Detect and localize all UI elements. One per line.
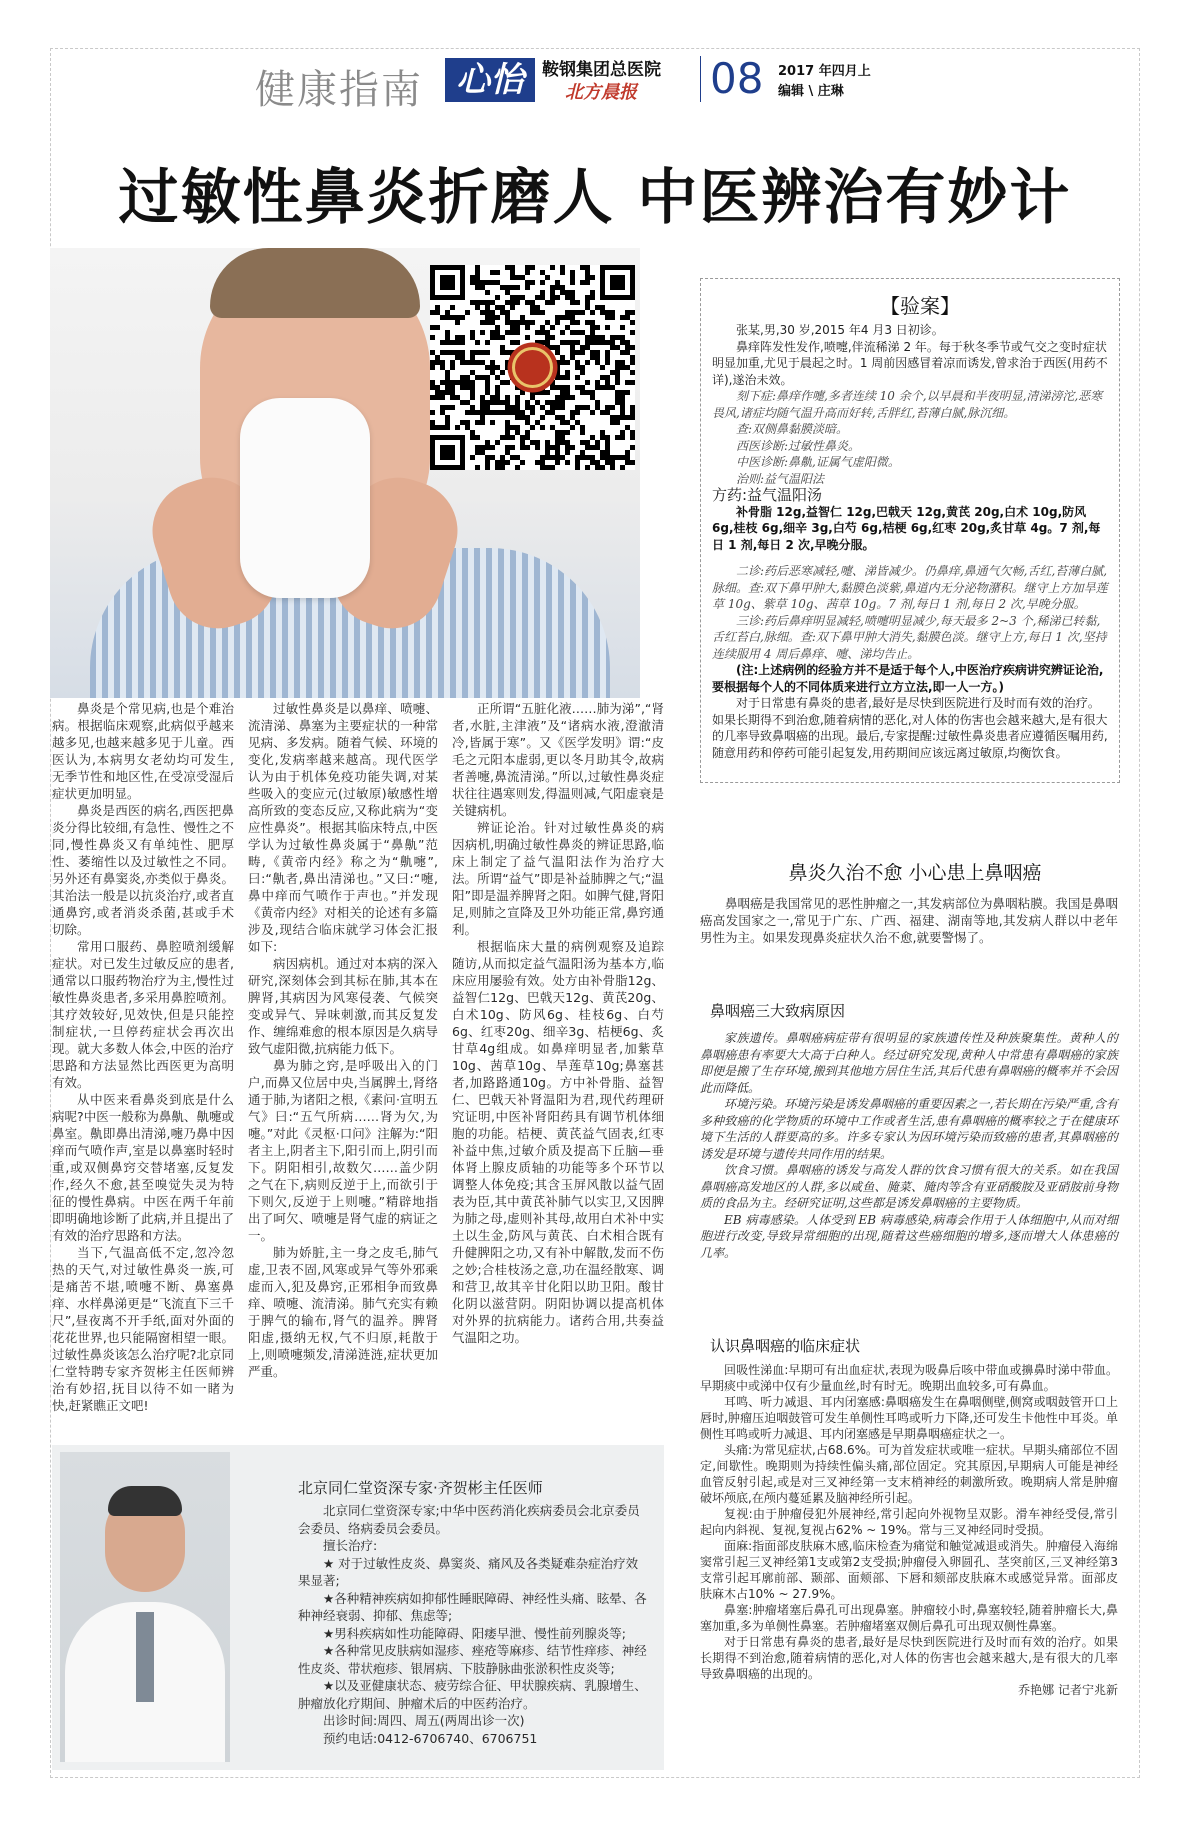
editor-credit: 编辑 \ 庄琳 [778, 84, 844, 99]
byline: 乔艳娜 记者宁兆新 [1018, 1683, 1118, 1697]
followup-paragraph: 三诊:药后鼻痒明显减轻,喷嚏明显减少,每天最多 2~3 个,稀涕已转黏,舌红苔白,脉细。查:双下鼻甲肿大消失,黏膜色淡。继守上方,每日 1 次,坚持连续服用 4 周后鼻痒、嚏、涕均告止。 [712, 613, 1107, 661]
article-column-2 [248, 700, 438, 1380]
cause-paragraph: 饮食习惯。鼻咽癌的诱发与高发人群的饮食习惯有很大的关系。如在我国鼻咽癌高发地区的人群,多以咸鱼、腌菜、腌肉等含有亚硝酸胺及亚硝胺前身物质的食品为主。经研究证明,这些都是诱发鼻咽癌的主要物质。 [700, 1163, 1118, 1210]
article-paragraph: 从中医来看鼻炎到底是什么病呢?中医一般称为鼻鼽、鼽嚏或鼻室。鼽即鼻出清涕,嚏乃鼻中因痒而气喷作声,室是以鼻塞时轻时重,或双侧鼻窍交替堵塞,反复发作,经久不愈,甚至嗅觉失灵为特征的慢性鼻病。中医在两千年前即明确地诊断了此病,并且提出了有效的治疗思路和方法。 [52, 1092, 234, 1243]
cause-paragraph: EB 病毒感染。人体受到 EB 病毒感染,病毒会作用于人体细胞中,从而对细胞进行改变,导致异常细胞的出现,随着这些癌细胞的增多,逐而增大人体患癌的几率。 [700, 1212, 1118, 1260]
cause-paragraph: 家族遗传。鼻咽癌病症带有很明显的家族遗传性及种族聚集性。黄种人的鼻咽癌患有率要大大高于白种人。经过研究发现,黄种人中常患有鼻咽癌的家族即便是搬了生存环境,搬到其他地方居住生活,其后代患有鼻咽癌的概率并不会因此而降低。 [700, 1031, 1118, 1095]
article-column-3 [452, 700, 664, 1346]
clinic-hours: 出诊时间:周四、周五(两周出诊一次) [323, 1713, 525, 1728]
causes-heading: 鼻咽癌三大致病原因 [710, 1002, 846, 1020]
symptoms-list [700, 1362, 1118, 1698]
case-note: (注:上述病例的经验方并不是适于每个人,中医治疗疾病讲究辨证论治,要根据每个人的不同体质来进行立方立法,即一人一方。) [712, 663, 1104, 694]
case-paragraph: 西医诊断:过敏性鼻炎。 [736, 438, 861, 453]
appointment-phone: 预约电话:0412-6706740、6706751 [323, 1730, 538, 1746]
cause-paragraph: 环境污染。环境污染是诱发鼻咽癌的重要因素之一,若长期在污染严重,含有多种致癌的化学物质的环境中工作或者生活,患有鼻咽癌的概率较之于在健康环境下生活的人群要高的多。许多专家认为因环境污染而致癌的患者,其鼻咽癌的诱发是环境与遗传共同作用的结果。 [700, 1097, 1118, 1161]
specialty-item: ★各种精神疾病如抑郁性睡眠障碍、神经性头痛、眩晕、各种神经衰弱、抑郁、焦虑等; [298, 1590, 647, 1623]
doctor-bio [298, 1502, 648, 1747]
article-paragraph: 辨证论治。针对过敏性鼻炎的病因病机,明确过敏性鼻炎的辨证思路,临床上制定了益气温阳法作为治疗大法。所谓“益气”即是补益肺脾之气;“温阳”即是温养脾肾之阳。如脾气健,肾阳足,则肺之宣降及卫外功能正常,鼻窍通利。 [452, 820, 664, 937]
symptom-paragraph: 回吸性涕血:早期可有出血症状,表现为吸鼻后咳中带血或擤鼻时涕中带血。早期痰中或涕中仅有少量血丝,时有时无。晚期出血较多,可有鼻血。 [700, 1363, 1118, 1393]
header-divider [700, 56, 701, 102]
specialty-item: ★各种常见皮肤病如湿疹、痤疮等麻疹、结节性痒疹、神经性皮炎、带状疱疹、银屑病、下肢静脉曲张淤积性皮炎等; [298, 1643, 647, 1676]
qr-code[interactable] [430, 265, 635, 470]
article-paragraph: 病因病机。通过对本病的深入研究,深刻体会到其标在肺,其本在脾肾,其病因为风寒侵袭、气候突变或异气、异味刺激,而其反复发作、缠绵难愈的根本原因是久病导致气虚阳微,抗病能力低下。 [248, 956, 438, 1056]
npc-intro-paragraph: 鼻咽癌是我国常见的恶性肿瘤之一,其发病部位为鼻咽粘膜。我国是鼻咽癌高发国家之一,常见于广东、广西、福建、湖南等地,其发病人群以中老年男性为主。如果发现鼻炎症状久治不愈,就要警惕了。 [700, 896, 1118, 945]
closing-paragraph: 对于日常患有鼻炎的患者,最好是尽快到医院进行及时而有效的治疗。如果长期得不到治愈,随着病情的恶化,对人体的伤害也会越来越大,是有很大的几率导致鼻咽癌的出现的。 [700, 1635, 1118, 1681]
article-paragraph: 正所谓“五脏化液……肺为涕”,“肾者,水脏,主津液”及“诸病水液,澄澈清冷,皆属于寒”。又《医学发明》谓:“皮毛之元阳本虚弱,更以冬月助其令,故病者善嚏,鼻流清涕。”所以,过敏性鼻炎症状往往遇寒则发,得温则减,气阳虚衰是关键病机。 [452, 701, 664, 818]
specialty-item: ★ 对于过敏性皮炎、鼻窦炎、痛风及各类疑难杂症治疗效果显著; [298, 1555, 639, 1588]
case-paragraph: 查:双侧鼻黏膜淡暗。 [736, 422, 849, 436]
article-paragraph: 肺为娇脏,主一身之皮毛,肺气虚,卫表不固,风寒或异气等外邪乘虚而入,犯及鼻窍,正邪相争而致鼻痒、喷嚏、流清涕。肺气充实有赖于脾气的输布,肾气的温养。脾肾阳虚,摄纳无权,气不归原,耗散于上,则喷嚏频发,清涕涟涟,症状更加严重。 [248, 1245, 438, 1379]
page-number: 08 [710, 54, 764, 103]
symptom-paragraph: 面麻:指面部皮肤麻木感,临床检查为痛觉和触觉减退或消失。肿瘤侵入海绵窦常引起三叉神经第1支或第2支受损;肿瘤侵入卵圆孔、茎突前区,三叉神经第3支常引起耳廓前部、颞部、面颊部、下唇和颏部皮肤麻木或感觉异常。面部皮肤麻木占10% ~ 27.9%。 [700, 1539, 1118, 1601]
article-paragraph: 当下,气温高低不定,忽冷忽热的天气,对过敏性鼻炎一族,可是痛苦不堪,喷嚏不断、鼻塞鼻痒、水样鼻涕更是“飞流直下三千尺”,昼夜离不开手纸,面对外面的花花世界,也只能隔窗相望一眼。过敏性鼻炎该怎么治疗呢?北京同仁堂特聘专家齐贺彬主任医师辨治有妙招,抚目以待不如一睹为快,赶紧瞧正文吧! [52, 1245, 234, 1413]
qr-code-icon [430, 265, 635, 470]
doctor-title: 北京同仁堂资深专家·齐贺彬主任医师 [298, 1479, 543, 1497]
case-paragraph: 中医诊断:鼻鼽,证属气虚阳微。 [736, 455, 900, 469]
headline: 过敏性鼻炎折磨人 中医辨治有妙计 [118, 163, 1072, 233]
article-column-1 [52, 700, 234, 1414]
symptom-paragraph: 头痛:为常见症状,占68.6%。可为首发症状或唯一症状。早期头痛部位不固定,间歇性。晚期则为持续性偏头痛,部位固定。究其原因,早期病人可能是神经血管反射引起,或是对三叉神经第一支末梢神经的刺激所致。晚期病人常是肿瘤破坏颅底,在颅内蔓延累及脑神经所引起。 [700, 1443, 1118, 1505]
prescription-title: 方药:益气温阳汤 [712, 486, 823, 504]
case-advice: 对于日常患有鼻炎的患者,最好是尽快到医院进行及时而有效的治疗。如果长期得不到治愈,随着病情的恶化,对人体的伤害也会越来越大,是有很大的几率导致鼻咽癌的出现。最后,专家提醒:过敏性鼻炎患者应遵循医嘱用药,随意用药和停药可能引起复发,用药期间应该远离过敏原,均衡饮食。 [712, 696, 1108, 760]
case-title: 【验案】 [880, 294, 960, 318]
followup-paragraph: 二诊:药后恶寒减轻,嚏、涕皆减少。仍鼻痒,鼻通气欠畅,舌红,苔薄白腻,脉细。查:双下鼻甲肿大,黏膜色淡紫,鼻道内无分泌物潴积。继守上方加旱莲草 10g、紫草 10g、茜草 10g。7 剂,每日 1 剂,每日 2 次,早晚分服。 [712, 564, 1108, 611]
specialty-label: 擅长治疗: [323, 1538, 378, 1553]
section-title: 健康指南 [255, 67, 423, 113]
case-paragraph: 鼻痒阵发性发作,喷嚏,伴流稀涕 2 年。每于秋冬季节或气交之变时症状明显加重,尤见于晨起之时。1 周前因感冒着凉而诱发,曾求治于西医(用药不详),遂治未效。 [712, 339, 1108, 387]
npc-article-title: 鼻炎久治不愈 小心患上鼻咽癌 [788, 862, 1042, 884]
doctor-portrait [60, 1452, 230, 1762]
specialty-item: ★男科疾病如性功能障碍、阳痿早泄、慢性前列腺炎等; [323, 1625, 626, 1641]
brand-logo: 心怡 [445, 58, 535, 102]
symptoms-heading: 认识鼻咽癌的临床症状 [710, 1337, 861, 1355]
case-body [712, 322, 1110, 761]
article-paragraph: 鼻为肺之窍,是呼吸出入的门户,而鼻又位居中央,当属脾土,肾络通于肺,为诸阳之根,《素问·宣明五气》曰:“五气所病……肾为欠,为嚏。”对此《灵枢·口问》注解为:“阳者主上,阴者主下,阳引而上,阴引而下。阴阳相引,故数欠……盖少阴之气在下,病则反逆于上,而欲引于下则欠,反逆于上则嚏。”精辟地指出了呵欠、喷嚏是肾气虚的病证之一。 [248, 1058, 438, 1243]
paper-name: 北方晨报 [565, 82, 637, 103]
prescription: 补骨脂 12g,益智仁 12g,巴戟天 12g,黄芪 20g,白术 10g,防风 6g,桂枝 6g,细辛 3g,白芍 6g,桔梗 6g,红枣 20g,炙甘草 4g。7 剂,每日 1 剂,每日 2 次,早晚分服。 [712, 504, 1101, 552]
case-paragraph: 张某,男,30 岁,2015 年4 月3 日初诊。 [736, 323, 944, 337]
article-paragraph: 常用口服药、鼻腔喷剂缓解症状。对已发生过敏反应的患者,通常以口服药物治疗为主,慢性过敏性鼻炎患者,多采用鼻腔喷剂。其疗效较好,见效快,但是只能控制症状,一旦停药症状会再次出现。就大多数人体会,中医的治疗思路和方法显然比西医更为高明有效。 [52, 939, 234, 1090]
case-paragraph: 刻下症:鼻痒作嚏,多者连续 10 余个,以早晨和半夜明显,清涕滂沱,恶寒畏风,诸症均随气温升高而好转,舌胖红,苔薄白腻,脉沉细。 [712, 389, 1103, 420]
npc-intro [700, 895, 1118, 946]
article-paragraph: 鼻炎是西医的病名,西医把鼻炎分得比较细,有急性、慢性之不同,慢性鼻炎又有单纯性、肥厚性、萎缩性以及过敏性之不同。另外还有鼻窦炎,亦类似于鼻炎。其治法一般是以抗炎治疗,或者直通鼻窍,或者消炎杀菌,甚或手术切除。 [52, 803, 234, 937]
article-paragraph: 过敏性鼻炎是以鼻痒、喷嚏、流清涕、鼻塞为主要症状的一种常见病、多发病。随着气候、环境的变化,发病率越来越高。现代医学认为由于机体免疫功能失调,对某些吸入的变应元(过敏原)敏感性增高所致的变态反应,又称此病为“变应性鼻炎”。根据其临床特点,中医学认为过敏性鼻炎属于“鼻鼽”范畴,《黄帝内经》称之为“鼽嚏”,曰:“鼽者,鼻出清涕也。”又曰:“嚏,鼻中痒而气喷作于声也。”并发现《黄帝内经》对相关的论述有多篇涉及,现结合临床就学习体会汇报如下: [248, 701, 438, 954]
article-paragraph: 鼻炎是个常见病,也是个难治病。根据临床观察,此病似乎越来越多见,也越来越多见于儿童。西医认为,本病男女老幼均可发生,无季节性和地区性,在受凉受湿后症状更加明显。 [52, 701, 234, 801]
article-paragraph: 根据临床大量的病例观察及追踪随访,从而拟定益气温阳汤为基本方,临床应用屡验有效。处方由补骨脂12g、益智仁12g、巴戟天12g、黄芪20g、白术10g、防风6g、桂枝6g、白芍6g、红枣20g、细辛3g、桔梗6g、炙甘草4g组成。如鼻痒明显者,加紫草10g、茜草10g、旱莲草10g;鼻塞甚者,加路路通10g。方中补骨脂、益智仁、巴戟天补肾温阳为君,现代药理研究证明,中医补肾阳药具有调节机体细胞的功能。桔梗、黄芪益气固表,红枣补益中焦,过敏介质及提高下丘脑—垂体肾上腺皮质轴的功能等多个环节以调整人体免疫;其含玉屏风散以益气固表为臣,其中黄芪补肺气以实卫,又因脾为肺之母,虚则补其母,故用白术补中实土以生金,防风与黄芪、白术相合既有升健脾阳之功,又有补中解散,发而不伤之妙;合桂枝汤之意,功在温经散寒、调和营卫,故其辛甘化阳以助卫阳。酸甘化阴以滋营阴。阴阳协调以提高机体对外界的抗病能力。诸药合用,共奏益气温阳之功。 [452, 939, 664, 1345]
symptom-paragraph: 鼻塞:肿瘤堵塞后鼻孔可出现鼻塞。肿瘤较小时,鼻塞较轻,随着肿瘤长大,鼻塞加重,多为单侧性鼻塞。若肿瘤堵塞双侧后鼻孔可出现双侧性鼻塞。 [700, 1603, 1118, 1633]
causes-list [700, 1030, 1118, 1261]
hospital-name: 鞍钢集团总医院 [542, 60, 661, 80]
symptom-paragraph: 复视:由于肿瘤侵犯外展神经,常引起向外视物呈双影。滑车神经受侵,常引起向内斜视、复视,复视占62% ~ 19%。常与三叉神经同时受损。 [700, 1507, 1118, 1537]
case-paragraph: 治则:益气温阳法 [736, 471, 825, 486]
doctor-intro: 北京同仁堂资深专家;中华中医药消化疾病委员会北京委员会委员、络病委员会委员。 [298, 1503, 640, 1536]
symptom-paragraph: 耳鸣、听力减退、耳内闭塞感:鼻咽癌发生在鼻咽侧壁,侧窝或咽鼓管开口上唇时,肿瘤压迫咽鼓管可发生单侧性耳鸣或听力下降,还可发生卡他性中耳炎。单侧性耳鸣或听力减退、耳内闭塞感是早期鼻咽癌症状之一。 [700, 1395, 1118, 1441]
specialty-item: ★以及亚健康状态、疲劳综合征、甲状腺疾病、乳腺增生、肿瘤放化疗期间、肿瘤术后的中医药治疗。 [298, 1678, 647, 1711]
issue-date: 2017 年四月上 [778, 64, 871, 79]
